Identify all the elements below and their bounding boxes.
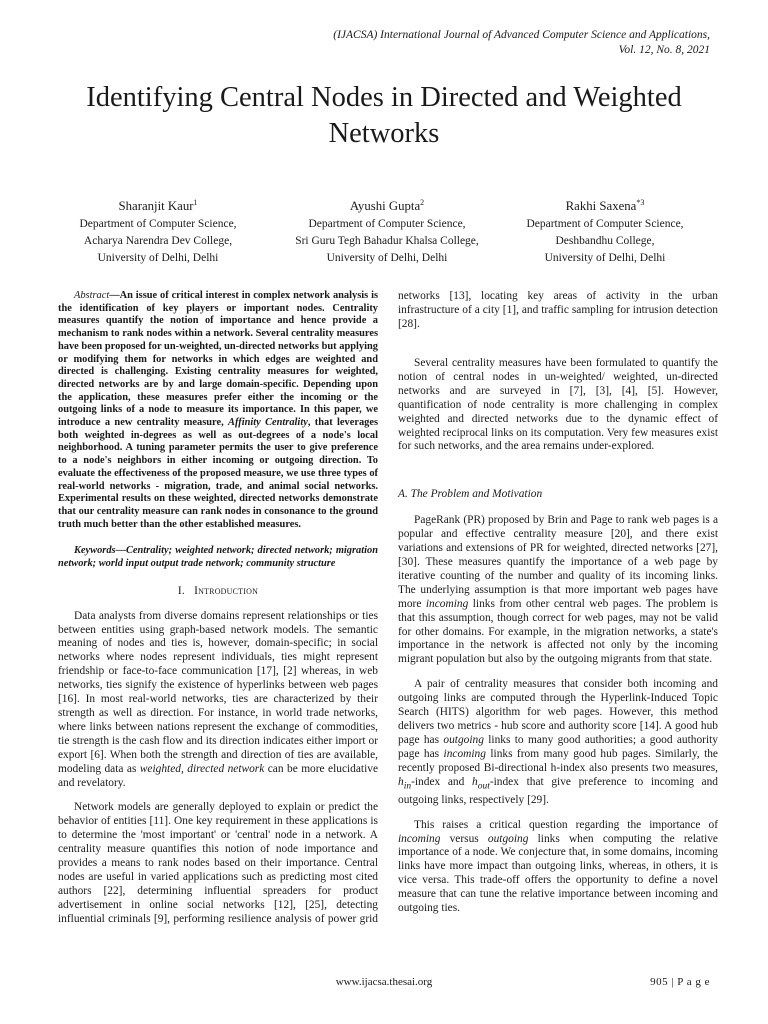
author-mark: *3 [636, 198, 645, 207]
author-college: Deshbandhu College, [555, 235, 655, 247]
paragraph-text: Data analysts from diverse domains represent relationships or ties between entities using graph-based network models. The semantic meaning of nodes and ties is, however, domain-specific; in social networks where nodes represent individuals, ties might represent friendship or face-to-face communication [17], [2] whereas, in web networks, ties signify the existence of hyperlinks between web pages [16]. In most real-world networks, ties are characterized by their strength as well as direction. For instance, in world trade networks, where links between nations represent the exchange of commodities, tie strength is the cash flow and its direction indicates either import or export [6]. When both the strength and direction of ties are available, modeling data as [58, 609, 378, 775]
math-subscript: in [403, 780, 412, 791]
intro-paragraph-2: Network models are generally deployed to explain or predict the behavior of entities [11]. One key requirement in these applications is to determine the 'most important' or 'central' node in a network. A centrality measure quantifies this notion of node importance and provides a means to rank nodes based on their importance. Central nodes are useful in varied applications such as predicting most cited authors [22], determining influential spreaders for product advertisement in online social networks [12], [25], detecting influential criminals [9], performing resilience analysis of power grid [58, 801, 378, 925]
paragraph-text: links when computing the relative importance of a node. We conjecture that, in some domains, incoming links have more impact than outgoing links, whereas, in others, it is vice versa. This trade-off offers the opportunity to define a novel measure that can tune the relative importance between incoming and outgoing ties. [398, 832, 718, 915]
emphasis-text: incoming [425, 597, 469, 610]
footer-url[interactable]: www.ijacsa.thesai.org [335, 976, 433, 988]
paragraph-text: links from many good hub pages. Similarly, the recently proposed Bi-directional h-index also presents two measures, [398, 747, 718, 774]
journal-volume: Vol. 12, No. 8, 2021 [618, 44, 710, 56]
author-department: Department of Computer Science, [79, 218, 237, 230]
abstract-text: —An issue of critical interest in complex network analysis is the identification of key players or important nodes. Centrality measures quantify the notion of importance and hence provide a mechanism to rank nodes within a network. Several centrality measures have been proposed for un-weighted, un-directed networks but applying or modifying them for networks in which edges are weighted and directed is challenging. Existing centrality measures for weighted, directed networks are by and large domain-specific. Depending upon the application, these measures prefer either the incoming or the outgoing links of a node to measure its importance. In this paper, we introduce a new centrality measure, [58, 290, 378, 429]
paragraph-text: A pair of centrality measures that consider both incoming and outgoing links are computed through the Hyperlink-Induced Topic Search (HITS) algorithm for web pages. However, this method delivers two metrics - hub score and authority score [14]. A good hub page has [398, 678, 718, 746]
math-h-in [398, 775, 412, 791]
left-column [58, 290, 378, 926]
emphasis-text: outgoing [443, 733, 484, 746]
motivation-paragraph-1 [398, 514, 718, 667]
paragraph-text: links to many good authorities; a good authority page has [398, 733, 718, 760]
section-heading-introduction [58, 585, 378, 599]
abstract-text-cont: , that leverages both weighted in-degrees as well as out-degrees of a node's local neighborhood. A tuning parameter permits the user to give preference to a node's neighbors in either incoming or outgoing direction. To evaluate the effectiveness of the proposed measure, we use three types of real-world networks - migration, trade, and animal social networks. Experimental results on these weighted, directed networks demonstrate that our centrality measure can rank nodes in consonance to the ground truth much better than the other established measures. [58, 417, 378, 530]
paragraph-text: PageRank (PR) proposed by Brin and Page to rank web pages is a popular and effective centrality measure [20], and there exist variations and extensions of PR for weighted, directed networks [27], [30]. These measures quantify the importance of a web page by iterative counting of the number and quality of its incoming links. The underlying assumption is that more important web pages have more [398, 514, 718, 610]
paragraph-text: -index that give preference to incoming and outgoing links, respectively [29]. [398, 775, 718, 806]
emphasis-text: weighted, directed network [139, 762, 265, 775]
subsection-heading: A. The Problem and Motivation [398, 488, 543, 501]
paragraph-text: links from other central web pages. The problem is that this assumption, though correct for web pages, may not be valid for other domains. For example, in the migration networks, a state's importance in the network is affected not only by the incoming migrant population but also by the outgoing migrants from that state. [398, 597, 718, 666]
paragraph-text: versus [440, 832, 488, 845]
motivation-paragraph-2 [398, 678, 718, 807]
paragraph-text: can be more elucidative and revelatory. [58, 762, 379, 789]
author-block [40, 193, 728, 273]
author-university: University of Delhi, Delhi [544, 252, 666, 264]
abstract [58, 290, 378, 531]
section-number: I. [177, 584, 185, 597]
emphasis-text: incoming [398, 832, 441, 845]
paper-title [40, 80, 728, 152]
right-column [398, 290, 718, 916]
intro-paragraph-2-continued [398, 290, 718, 346]
intro-paragraph-1 [58, 610, 378, 791]
intro-paragraph-3: Several centrality measures have been formulated to quantify the notion of central nodes in un-weighted/ weighted, un-directed networks and are surveyed in [7], [3], [4], [5]. However, quantification of node centrality is more challenging in complex weighted and directed networks due to the dynamic effect of weighted reciprocal links on its computation. Very few measures exist for such networks, and the area remains under-explored. [398, 357, 718, 453]
section-title: Introduction [194, 584, 259, 597]
author-name: Rakhi Saxena [565, 199, 637, 213]
author-department: Department of Computer Science, [308, 218, 466, 230]
journal-name: (IJACSA) International Journal of Advanced Computer Science and Applications, [333, 29, 710, 41]
title-line-2: Networks [328, 118, 440, 149]
author-2 [276, 193, 498, 267]
author-mark: 1 [193, 198, 198, 207]
author-department: Department of Computer Science, [526, 218, 684, 230]
author-college: Acharya Narendra Dev College, [83, 235, 233, 247]
author-university: University of Delhi, Delhi [97, 252, 219, 264]
measure-name: Affinity Centrality [228, 417, 308, 429]
author-1 [40, 193, 276, 267]
footer-page-number: 905 | P a g e [650, 976, 710, 988]
author-3 [498, 193, 712, 267]
paragraph-text: This raises a critical question regarding the importance of [414, 818, 718, 831]
paragraph-text: -index and [411, 775, 472, 788]
math-symbol: h [471, 775, 478, 788]
emphasis-text: outgoing [487, 832, 529, 845]
math-symbol: h [398, 775, 404, 788]
title-line-1: Identifying Central Nodes in Directed and Weighted [86, 82, 682, 113]
motivation-paragraph-3 [398, 819, 718, 916]
math-h-out [471, 775, 490, 791]
keywords: Keywords—Centrality; weighted network; directed network; migration network; world input output trade network; community structure [58, 545, 378, 570]
author-university: University of Delhi, Delhi [326, 252, 448, 264]
author-mark: 2 [420, 198, 425, 207]
author-name: Sharanjit Kaur [118, 199, 194, 213]
author-name: Ayushi Gupta [349, 199, 421, 213]
paragraph-text: networks [13], locating key areas of activity in the urban infrastructure of a city [1], and traffic sampling for intrusion detection [28]. [398, 290, 718, 330]
abstract-label: Abstract [74, 290, 110, 301]
author-college: Sri Guru Tegh Bahadur Khalsa College, [295, 235, 479, 247]
emphasis-text: incoming [443, 747, 486, 760]
journal-header [333, 28, 710, 58]
math-subscript: out [477, 780, 490, 791]
